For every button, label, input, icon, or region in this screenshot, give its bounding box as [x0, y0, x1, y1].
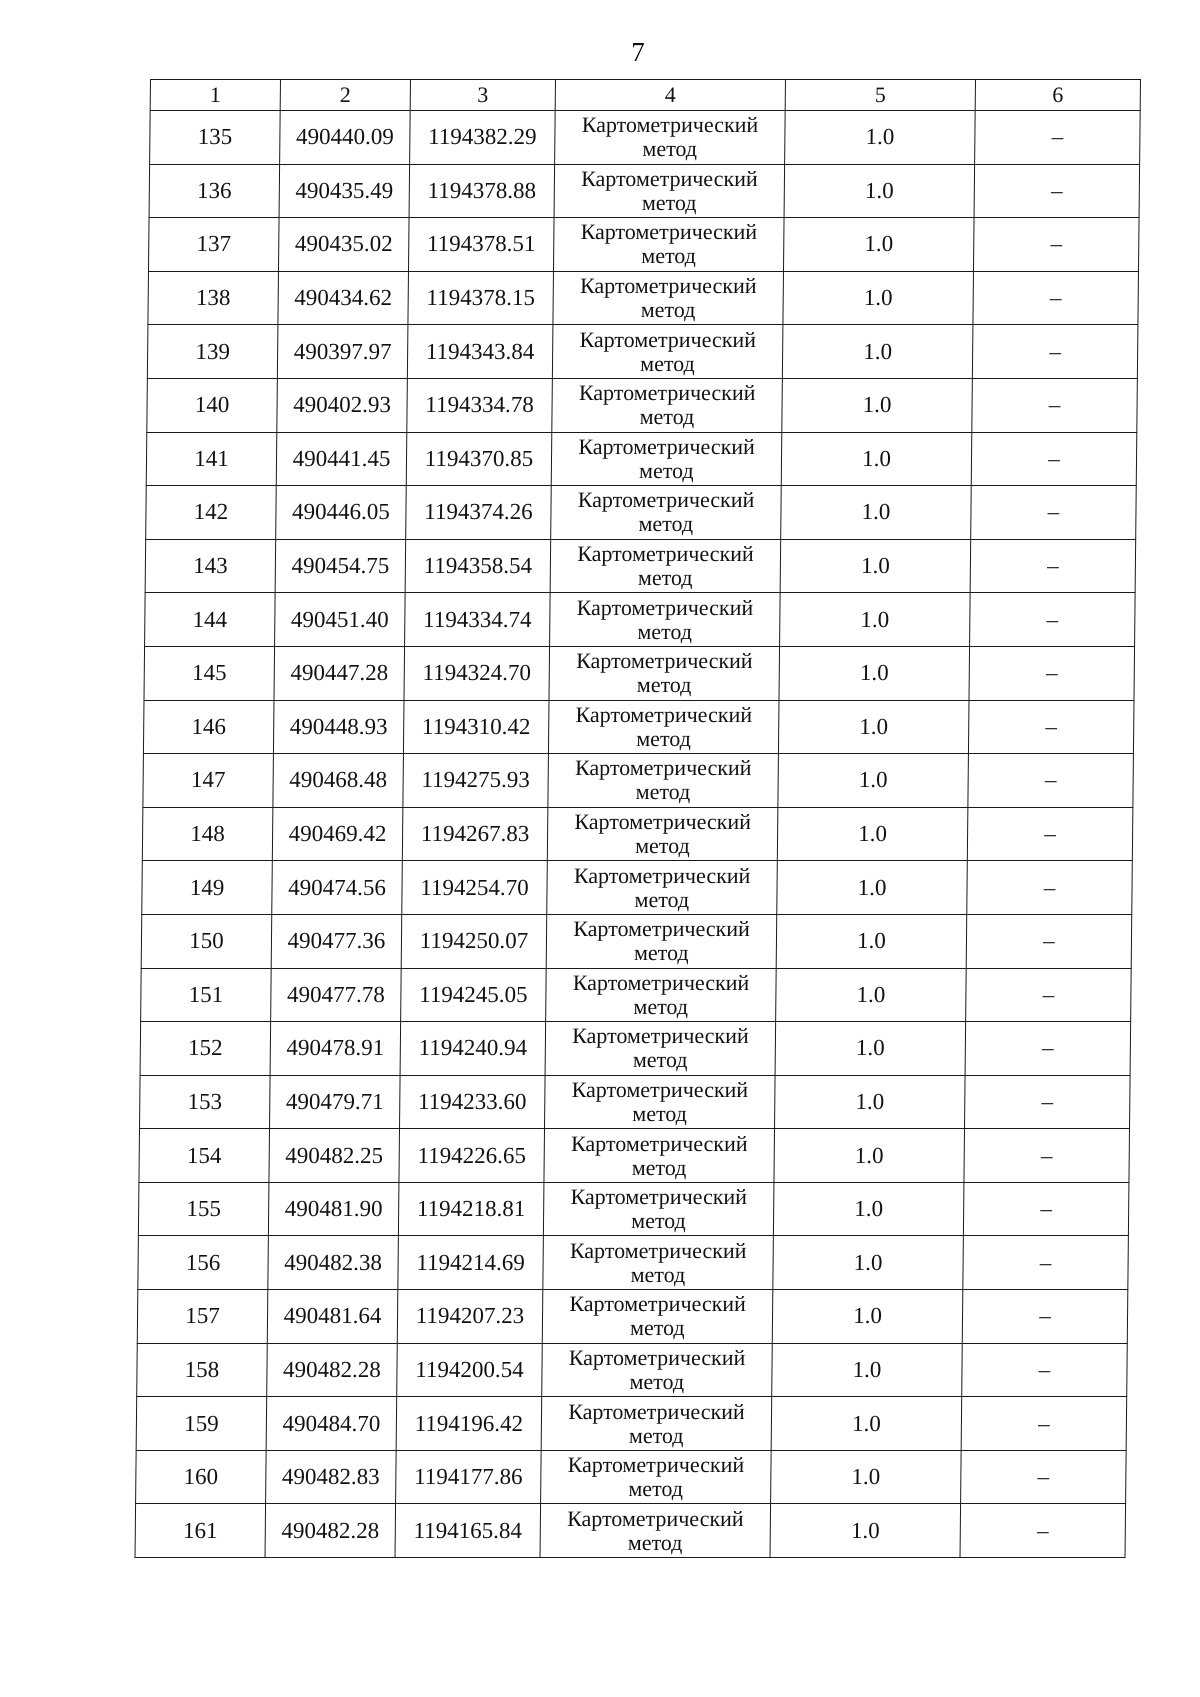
cell-point-number: 159 [136, 1397, 267, 1451]
cell-note: – [972, 378, 1138, 432]
cell-method: Картометрический метод [551, 486, 782, 540]
cell-accuracy: 1.0 [776, 968, 967, 1022]
cell-coord-x: 490440.09 [280, 111, 411, 165]
cell-note: – [974, 164, 1140, 218]
table-row [137, 1290, 1128, 1344]
cell-accuracy: 1.0 [779, 646, 970, 700]
table-row [149, 164, 1140, 218]
table-row [139, 1129, 1130, 1183]
cell-note: – [970, 593, 1136, 647]
table-row [136, 1450, 1127, 1504]
cell-accuracy: 1.0 [780, 593, 971, 647]
cell-coord-x: 490482.28 [267, 1343, 398, 1397]
cell-coord-x: 490441.45 [276, 432, 407, 486]
cell-method: Картометрический метод [545, 1022, 776, 1076]
table-body [135, 111, 1140, 1558]
cell-coord-y: 1194214.69 [398, 1236, 544, 1290]
coordinates-table [135, 79, 1141, 1558]
cell-note: – [960, 1504, 1126, 1558]
cell-method: Картометрический метод [550, 539, 781, 593]
cell-accuracy: 1.0 [782, 325, 973, 379]
cell-coord-y: 1194343.84 [407, 325, 553, 379]
table-row [150, 111, 1141, 165]
cell-note: – [972, 325, 1138, 379]
cell-accuracy: 1.0 [778, 754, 969, 808]
cell-coord-x: 490482.38 [268, 1236, 399, 1290]
cell-point-number: 136 [149, 164, 280, 218]
cell-point-number: 151 [141, 968, 272, 1022]
cell-point-number: 142 [146, 486, 277, 540]
cell-coord-x: 490447.28 [274, 646, 405, 700]
cell-note: – [971, 432, 1137, 486]
column-header-2: 2 [280, 80, 410, 111]
cell-accuracy: 1.0 [780, 539, 971, 593]
cell-note: – [964, 1129, 1130, 1183]
cell-method: Картометрический метод [553, 218, 784, 272]
table-row [140, 1075, 1131, 1129]
cell-method: Картометрический метод [544, 1129, 775, 1183]
cell-coord-x: 490397.97 [277, 325, 408, 379]
cell-note: – [965, 1022, 1131, 1076]
cell-method: Картометрический метод [553, 271, 784, 325]
cell-point-number: 158 [137, 1343, 268, 1397]
table-row [138, 1182, 1129, 1236]
cell-point-number: 143 [145, 539, 276, 593]
cell-point-number: 153 [140, 1075, 271, 1129]
cell-point-number: 147 [143, 754, 274, 808]
cell-coord-x: 490446.05 [276, 486, 407, 540]
cell-note: – [973, 271, 1139, 325]
table-row [146, 432, 1137, 486]
cell-point-number: 144 [145, 593, 276, 647]
cell-note: – [965, 1075, 1131, 1129]
column-header-6: 6 [975, 80, 1140, 111]
cell-point-number: 156 [138, 1236, 269, 1290]
cell-coord-y: 1194275.93 [403, 754, 549, 808]
cell-note: – [968, 700, 1134, 754]
cell-coord-x: 490477.36 [271, 914, 402, 968]
table-row [147, 378, 1138, 432]
table-header [150, 80, 1140, 111]
table-row [143, 754, 1134, 808]
cell-coord-x: 490469.42 [272, 807, 403, 861]
cell-note: – [963, 1236, 1129, 1290]
cell-method: Картометрический метод [541, 1397, 772, 1451]
table-row [148, 218, 1139, 272]
cell-coord-y: 1194196.42 [396, 1397, 542, 1451]
cell-note: – [962, 1290, 1128, 1344]
cell-point-number: 154 [139, 1129, 270, 1183]
cell-point-number: 140 [147, 378, 278, 432]
table-row [148, 271, 1139, 325]
table-row [137, 1343, 1128, 1397]
cell-coord-y: 1194374.26 [406, 486, 552, 540]
cell-method: Картометрический метод [548, 754, 779, 808]
cell-method: Картометрический метод [549, 646, 780, 700]
cell-coord-y: 1194207.23 [397, 1290, 543, 1344]
cell-method: Картометрический метод [542, 1290, 773, 1344]
cell-coord-y: 1194233.60 [400, 1075, 546, 1129]
cell-coord-y: 1194382.29 [410, 111, 556, 165]
table-row [140, 1022, 1131, 1076]
cell-coord-x: 490448.93 [273, 700, 404, 754]
cell-method: Картометрический метод [547, 861, 778, 915]
cell-note: – [962, 1343, 1128, 1397]
cell-accuracy: 1.0 [781, 486, 972, 540]
cell-point-number: 161 [135, 1504, 266, 1558]
cell-coord-y: 1194240.94 [400, 1022, 546, 1076]
cell-method: Картометрический метод [543, 1236, 774, 1290]
cell-coord-x: 490451.40 [275, 593, 406, 647]
coordinates-table-wrapper [135, 79, 1140, 1558]
cell-point-number: 141 [146, 432, 277, 486]
cell-coord-y: 1194165.84 [395, 1504, 541, 1558]
cell-coord-x: 490478.91 [270, 1022, 401, 1076]
table-row [144, 646, 1135, 700]
cell-accuracy: 1.0 [772, 1343, 963, 1397]
cell-coord-y: 1194254.70 [402, 861, 548, 915]
cell-method: Картометрический метод [542, 1343, 773, 1397]
cell-coord-x: 490482.83 [266, 1450, 397, 1504]
cell-accuracy: 1.0 [775, 1075, 966, 1129]
table-row [147, 325, 1138, 379]
cell-accuracy: 1.0 [775, 1022, 966, 1076]
cell-coord-x: 490482.25 [269, 1129, 400, 1183]
cell-note: – [968, 754, 1134, 808]
cell-coord-y: 1194250.07 [401, 914, 547, 968]
cell-coord-y: 1194378.51 [408, 218, 554, 272]
cell-note: – [966, 968, 1132, 1022]
cell-coord-x: 490434.62 [278, 271, 409, 325]
table-row [141, 968, 1132, 1022]
cell-coord-y: 1194177.86 [396, 1450, 542, 1504]
cell-accuracy: 1.0 [773, 1182, 964, 1236]
cell-point-number: 139 [147, 325, 278, 379]
cell-point-number: 150 [141, 914, 272, 968]
table-row [141, 914, 1132, 968]
cell-method: Картометрический метод [548, 700, 779, 754]
cell-point-number: 137 [148, 218, 279, 272]
cell-note: – [975, 111, 1141, 165]
column-header-5: 5 [785, 80, 975, 111]
cell-note: – [971, 486, 1137, 540]
cell-method: Картометрический метод [551, 432, 782, 486]
cell-accuracy: 1.0 [777, 807, 968, 861]
table-row [145, 593, 1136, 647]
cell-note: – [967, 807, 1133, 861]
cell-method: Картометрический метод [555, 111, 786, 165]
cell-point-number: 155 [138, 1182, 269, 1236]
cell-coord-y: 1194358.54 [405, 539, 551, 593]
table-row [135, 1504, 1126, 1558]
cell-note: – [973, 218, 1139, 272]
cell-coord-x: 490481.90 [268, 1182, 399, 1236]
cell-coord-y: 1194378.15 [408, 271, 554, 325]
cell-coord-y: 1194334.74 [405, 593, 551, 647]
cell-method: Картометрический метод [545, 1075, 776, 1129]
cell-coord-x: 490477.78 [271, 968, 402, 1022]
cell-note: – [969, 646, 1135, 700]
cell-coord-y: 1194378.88 [409, 164, 555, 218]
cell-accuracy: 1.0 [770, 1504, 961, 1558]
cell-coord-y: 1194218.81 [398, 1182, 544, 1236]
table-row [142, 861, 1133, 915]
cell-coord-x: 490474.56 [272, 861, 403, 915]
table-row [143, 700, 1134, 754]
cell-accuracy: 1.0 [772, 1290, 963, 1344]
cell-coord-y: 1194334.78 [407, 378, 553, 432]
cell-point-number: 152 [140, 1022, 271, 1076]
cell-accuracy: 1.0 [783, 218, 974, 272]
cell-accuracy: 1.0 [771, 1397, 962, 1451]
cell-accuracy: 1.0 [781, 432, 972, 486]
cell-point-number: 145 [144, 646, 275, 700]
cell-coord-x: 490454.75 [275, 539, 406, 593]
cell-accuracy: 1.0 [777, 861, 968, 915]
cell-coord-x: 490481.64 [267, 1290, 398, 1344]
cell-method: Картометрический метод [540, 1504, 771, 1558]
cell-point-number: 148 [142, 807, 273, 861]
cell-coord-y: 1194226.65 [399, 1129, 545, 1183]
cell-method: Картометрический метод [552, 325, 783, 379]
table-row [146, 486, 1137, 540]
column-header-3: 3 [410, 80, 555, 111]
cell-coord-x: 490435.02 [278, 218, 409, 272]
cell-method: Картометрический метод [547, 807, 778, 861]
cell-accuracy: 1.0 [784, 164, 975, 218]
cell-accuracy: 1.0 [774, 1129, 965, 1183]
cell-coord-x: 490482.28 [265, 1504, 396, 1558]
cell-coord-x: 490402.93 [277, 378, 408, 432]
cell-coord-x: 490479.71 [270, 1075, 401, 1129]
cell-coord-y: 1194310.42 [403, 700, 549, 754]
cell-coord-x: 490435.49 [279, 164, 410, 218]
column-header-1: 1 [150, 80, 280, 111]
cell-point-number: 157 [137, 1290, 268, 1344]
cell-accuracy: 1.0 [773, 1236, 964, 1290]
cell-point-number: 149 [142, 861, 273, 915]
cell-coord-y: 1194370.85 [406, 432, 552, 486]
column-header-4: 4 [555, 80, 785, 111]
cell-accuracy: 1.0 [771, 1450, 962, 1504]
cell-note: – [966, 914, 1132, 968]
cell-method: Картометрический метод [541, 1450, 772, 1504]
cell-method: Картометрический метод [554, 164, 785, 218]
table-row [145, 539, 1136, 593]
cell-method: Картометрический метод [546, 914, 777, 968]
cell-accuracy: 1.0 [776, 914, 967, 968]
cell-method: Картометрический метод [546, 968, 777, 1022]
cell-coord-y: 1194245.05 [401, 968, 547, 1022]
cell-note: – [961, 1450, 1127, 1504]
cell-note: – [963, 1182, 1129, 1236]
table-row [138, 1236, 1129, 1290]
cell-coord-x: 490468.48 [273, 754, 404, 808]
cell-point-number: 138 [148, 271, 279, 325]
cell-coord-y: 1194324.70 [404, 646, 550, 700]
cell-accuracy: 1.0 [782, 378, 973, 432]
cell-accuracy: 1.0 [785, 111, 976, 165]
cell-point-number: 146 [143, 700, 274, 754]
cell-method: Картометрический метод [552, 378, 783, 432]
cell-coord-y: 1194267.83 [402, 807, 548, 861]
cell-point-number: 160 [136, 1450, 267, 1504]
cell-accuracy: 1.0 [783, 271, 974, 325]
cell-point-number: 135 [150, 111, 281, 165]
header-row [150, 80, 1140, 111]
table-row [136, 1397, 1127, 1451]
cell-method: Картометрический метод [550, 593, 781, 647]
cell-note: – [967, 861, 1133, 915]
page-number: 7 [631, 37, 645, 67]
cell-method: Картометрический метод [543, 1182, 774, 1236]
table-row [142, 807, 1133, 861]
cell-note: – [961, 1397, 1127, 1451]
cell-note: – [970, 539, 1136, 593]
cell-coord-y: 1194200.54 [397, 1343, 543, 1397]
cell-accuracy: 1.0 [778, 700, 969, 754]
cell-coord-x: 490484.70 [266, 1397, 397, 1451]
